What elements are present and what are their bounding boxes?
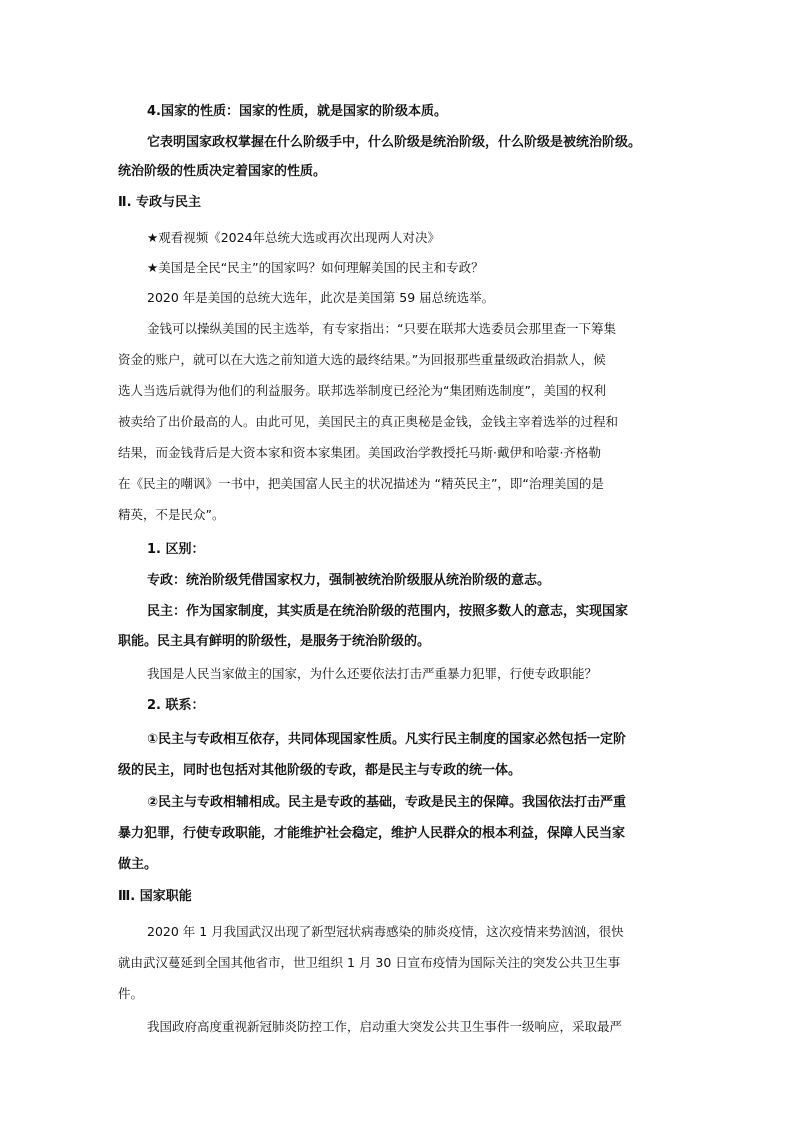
section-heading-dictatorship-democracy: Ⅱ. 专政与民主 [118,195,202,210]
paragraph-line: 金钱可以操纵美国的民主选举，有专家指出：“只要在联邦大选委员会那里查一下筹集 [147,321,616,336]
paragraph-line: ②民主与专政相辅相成。民主是专政的基础，专政是民主的保障。我国依法打击严重 [147,795,627,810]
paragraph-line: 专政：统治阶级凭借国家权力，强制被统治阶级服从统治阶级的意志。 [147,573,551,588]
subheading-connection: 2. 联系： [147,698,205,713]
paragraph-line: 被卖给了出价最高的人。由此可见，美国民主的真正奥秘是金钱，金钱主宰着选举的过程和 [118,414,619,429]
paragraph-line: 在《民主的嘲讽》一书中，把美国富人民主的状况描述为 “精英民主”，即“治理美国的是 [118,476,604,491]
paragraph-line: 做主。 [118,857,158,872]
paragraph-line: 结果，而金钱背后是大资本家和资本家集团。美国政治学教授托马斯·戴伊和哈蒙·齐格勒 [118,445,601,460]
paragraph-line: 选人当选后就得为他们的利益服务。联邦选举制度已经沦为“集团贿选制度”，美国的权利 [118,383,606,398]
paragraph-line: 就由武汉蔓延到全国其他省市，世卫组织 1 月 30 日宣布疫情为国际关注的突发公共卫生事 [118,955,621,970]
question-prompt: ★美国是全民“民主”的国家吗？如何理解美国的民主和专政？ [147,260,484,275]
paragraph-line: 精英，不是民众”。 [118,507,225,522]
question-line: 我国是人民当家做主的国家，为什么还要依法打击严重暴力犯罪，行使专政职能？ [147,666,598,681]
paragraph-line: 2020 年是美国的总统大选年，此次是美国第 59 届总统选举。 [147,290,495,305]
subheading-difference: 1. 区别： [147,542,205,557]
paragraph-line: 件。 [118,986,144,1001]
paragraph-line: 我国政府高度重视新冠肺炎防控工作，启动重大突发公共卫生事件一级响应，采取最严 [147,1019,623,1034]
video-prompt: ★观看视频《2024年总统大选或再次出现两人对决》 [147,230,441,245]
paragraph-line: 它表明国家政权掌握在什么阶级手中，什么阶级是统治阶级，什么阶级是被统治阶级。 [147,135,642,150]
section-heading-state-functions: Ⅲ. 国家职能 [118,889,192,904]
paragraph-line: 职能。民主具有鲜明的阶级性，是服务于统治阶级的。 [118,634,431,649]
paragraph-line: 资金的账户，就可以在大选之前知道大选的最终结果。”为回报那些重量级政治捐款人，候 [118,352,606,367]
paragraph-line: 级的民主，同时也包括对其他阶级的专政，都是民主与专政的统一体。 [118,763,522,778]
paragraph-line: 2020 年 1 月我国武汉出现了新型冠状病毒感染的肺炎疫情，这次疫情来势汹汹，很快 [147,924,624,939]
paragraph-line: 暴力犯罪，行使专政职能，才能维护社会稳定，维护人民群众的根本利益，保障人民当家 [118,826,626,841]
heading-state-nature: 4.国家的性质：国家的性质，就是国家的阶级本质。 [147,104,447,119]
paragraph-line: 统治阶级的性质决定着国家的性质。 [118,164,327,179]
paragraph-line: ①民主与专政相互依存，共同体现国家性质。凡实行民主制度的国家必然包括一定阶 [147,732,627,747]
paragraph-line: 民主：作为国家制度，其实质是在统治阶级的范围内，按照多数人的意志，实现国家 [147,604,629,619]
